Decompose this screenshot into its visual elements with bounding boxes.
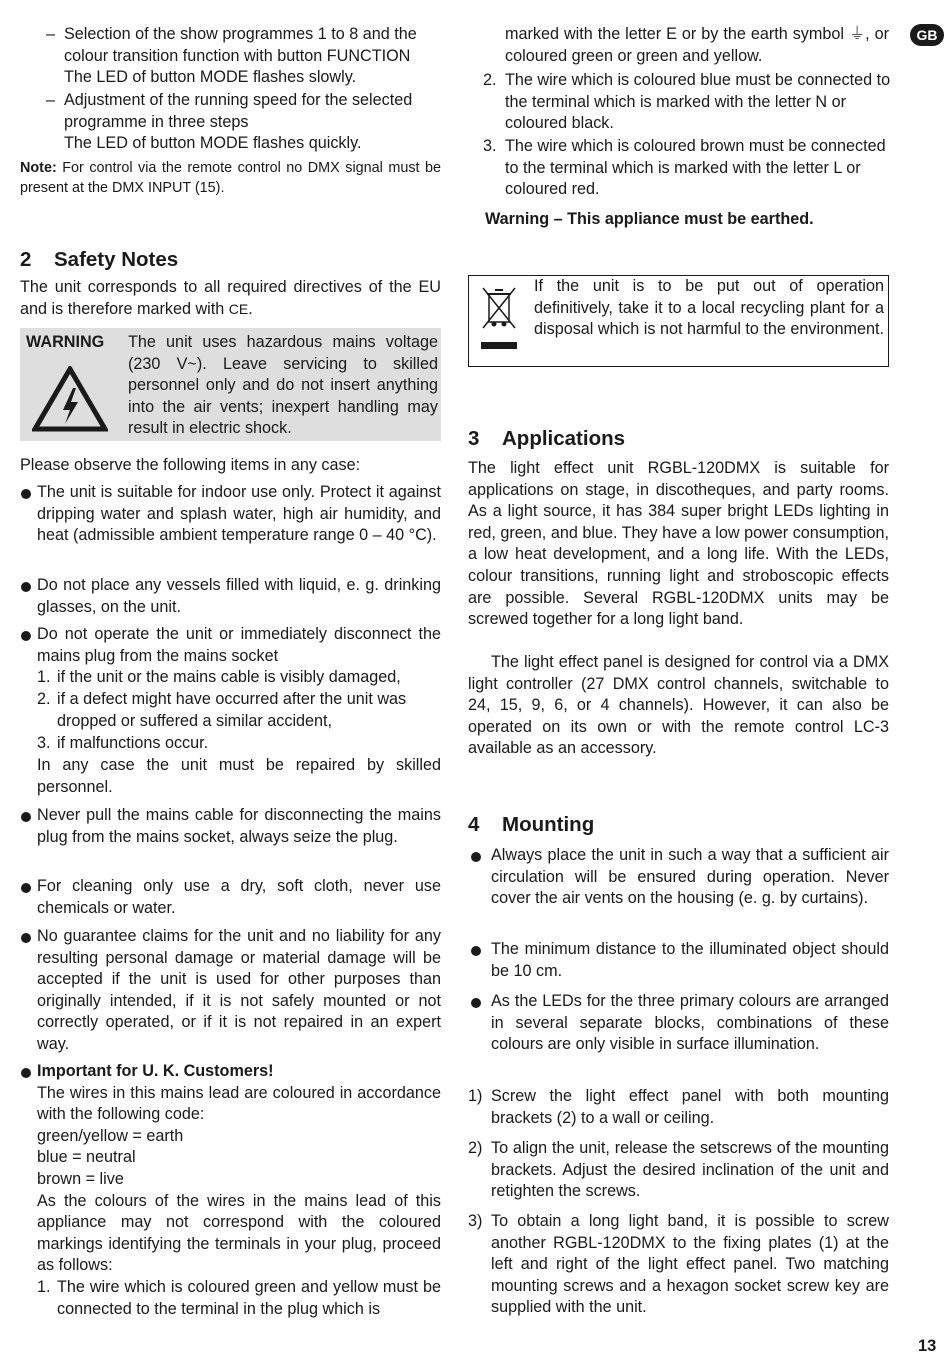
- section-heading-mounting: [468, 812, 594, 838]
- bullet-dot: [21, 582, 31, 592]
- safety-bullet: [20, 624, 441, 667]
- mounting-bullet: [468, 939, 889, 982]
- safety-intro-text: The unit corresponds to all required directives of the EU and is therefore marked with: [20, 278, 441, 318]
- bullet-text: For cleaning only use a dry, soft cloth, never use chemicals or water.: [37, 877, 441, 917]
- safety-bullet: [20, 575, 441, 618]
- safety-bullet: [20, 876, 441, 919]
- bullet-text: The unit is suitable for indoor use only. Protect it against dripping water and splash water, high air humidity, and heat (admissible ambient temperature range 0 – 40 °C).: [37, 483, 441, 545]
- ce-mark: CE: [228, 300, 249, 317]
- step-text: To obtain a long light band, it is possible to screw another RGBL-120DMX to the fixing plates (1) at the left and right of the light effect panel. Two matching mounting screws and a hexagon socket screw key are supplied with the unit.: [491, 1212, 889, 1317]
- section-number: 2: [20, 248, 32, 271]
- bullet-dot: [21, 631, 31, 641]
- recycling-text: If the unit is to be put out of operation definitively, take it to a local recycling plant for a disposal which is not harmful to the environment.: [534, 277, 885, 339]
- warning-box: [20, 328, 441, 441]
- bullet-text: Do not place any vessels filled with liquid, e. g. drinking glasses, on the unit.: [37, 576, 441, 616]
- warning-text: The unit uses hazardous mains voltage (230 V~). Leave servicing to skilled personnel only and do not insert anything into the air vents; inexpert handling may result in electric shock.: [128, 333, 438, 438]
- mounting-step: [468, 1138, 889, 1203]
- safety-bullet: [20, 482, 441, 547]
- page-number: 13: [918, 1337, 937, 1355]
- step-number: 2): [468, 1139, 483, 1157]
- applications-paragraph: The light effect panel is designed for control via a DMX light controller (27 DMX control channels, switchable to 24, 15, 9, 6, or 4 channels). However, it can also be operated on its own or with the remote control LC-3 available as an accessory.: [468, 653, 889, 758]
- wire-code: green/yellow = earth: [37, 1126, 184, 1145]
- dash-marker: –: [46, 25, 56, 43]
- mounting-step: [468, 1086, 889, 1129]
- section-heading-applications: [468, 426, 625, 452]
- sub-item-number: 1.: [37, 668, 51, 686]
- bullet-text: Do not operate the unit or immediately disconnect the mains plug from the mains socket: [37, 625, 441, 665]
- observe-text: Please observe the following items in any case:: [20, 456, 361, 474]
- step-number: 1): [468, 1087, 483, 1105]
- step-text: Screw the light effect panel with both mounting brackets (2) to a wall or ceiling.: [491, 1087, 889, 1127]
- step-number: 3): [468, 1212, 483, 1230]
- sub-item-text: The wire which is coloured green and yellow must be connected to the terminal in the plug which is: [57, 1277, 441, 1318]
- sub-item-text: The wire which is coloured brown must be connected to the terminal which is marked with the letter L or coloured red.: [505, 137, 886, 199]
- mounting-step: [468, 1211, 889, 1319]
- sub-item-number: 2.: [37, 690, 51, 708]
- bullet-dot: [21, 489, 31, 499]
- dash-line: programme in three steps: [64, 112, 249, 131]
- safety-bullet: [20, 926, 441, 1056]
- language-badge: GB: [910, 24, 944, 46]
- bullet-dot: [471, 852, 481, 862]
- section-number: 4: [468, 813, 480, 836]
- sub-item-number: 3.: [37, 734, 51, 752]
- bullet-dot: [21, 1068, 31, 1078]
- note-label: Note:: [20, 160, 57, 176]
- bullet-dot: [21, 933, 31, 943]
- repair-note: In any case the unit must be repaired by skilled personnel.: [37, 756, 441, 796]
- section-title: Safety Notes: [54, 248, 179, 271]
- crossed-bin-icon: [479, 282, 519, 352]
- sub-item-number: 3.: [483, 137, 497, 155]
- section-title: Mounting: [502, 813, 595, 836]
- bullet-dot: [471, 946, 481, 956]
- bullet-text: The minimum distance to the illuminated object should be 10 cm.: [491, 940, 889, 980]
- sub-item: [20, 733, 441, 755]
- earth-wire-continuation: marked with the letter E or by the earth symbol ⏚, or coloured green or green and yellow.: [505, 25, 889, 65]
- dash-marker: –: [46, 91, 56, 109]
- wire-code: brown = live: [37, 1169, 124, 1188]
- note-text: For control via the remote control no DMX signal must be present at the DMX INPUT (15).: [20, 160, 441, 196]
- note: [20, 158, 441, 198]
- sub-item: [20, 667, 441, 689]
- section-heading-safety: [20, 247, 178, 273]
- sub-item-text: The wire which is coloured blue must be connected to the terminal which is marked with the letter N or coloured black.: [505, 71, 891, 133]
- section-number: 3: [468, 427, 480, 450]
- sub-item-number: 1.: [37, 1277, 51, 1296]
- step-text: To align the unit, release the setscrews of the mounting brackets. Adjust the desired inclination of the unit and retighten the screws.: [491, 1139, 889, 1201]
- sub-item: [37, 1277, 441, 1320]
- dash-line: The LED of button MODE flashes quickly.: [64, 134, 362, 153]
- mounting-bullet: [468, 991, 889, 1056]
- bullet-text: As the LEDs for the three primary colours are arranged in several separate blocks, combinations of these colours are only visible in surface illumination.: [491, 992, 889, 1054]
- bullet-dot: [471, 998, 481, 1008]
- uk-title: Important for U. K. Customers!: [37, 1062, 274, 1080]
- dash-item-programmes: [20, 24, 485, 89]
- uk-text: As the colours of the wires in the mains lead of this appliance may not correspond with the coloured markings identifying the terminals in your plug, proceed as follows:: [37, 1191, 441, 1275]
- sub-item-text: if malfunctions occur.: [57, 734, 209, 752]
- dash-line: colour transition function with button FUNCTION: [64, 46, 411, 65]
- bullet-text: No guarantee claims for the unit and no liability for any resulting personal damage or material damage will be accepted if the unit is used for other purposes than originally intended, if it is not safely mounted or not correctly operated, or if it is not repaired in an expert way.: [37, 927, 441, 1053]
- uk-text: The wires in this mains lead are coloured in accordance with the following code:: [37, 1083, 441, 1124]
- warning-label: WARNING: [26, 333, 105, 351]
- bullet-text: Always place the unit in such a way that a sufficient air circulation will be ensured during operation. Never cover the air vents on the housing (e. g. by curtains).: [491, 846, 889, 908]
- sub-item-text: if a defect might have occurred after the unit was dropped or suffered a similar accident,: [57, 690, 407, 730]
- bullet-dot: [21, 883, 31, 893]
- sub-item: [20, 689, 441, 732]
- wire-code: blue = neutral: [37, 1148, 136, 1167]
- dash-line: Adjustment of the running speed for the selected: [64, 91, 413, 109]
- dash-item-speed: [20, 90, 485, 155]
- earth-warning: Warning – This appliance must be earthed.: [485, 210, 814, 228]
- bullet-dot: [21, 812, 31, 822]
- recycling-box: [468, 275, 889, 367]
- sub-item-number: 2.: [483, 71, 497, 89]
- dash-line: The LED of button MODE flashes slowly.: [64, 68, 357, 87]
- mounting-bullet: [468, 845, 889, 910]
- bullet-text: Never pull the mains cable for disconnecting the mains plug from the mains socket, always seize the plug.: [37, 806, 441, 846]
- section-title: Applications: [502, 427, 626, 450]
- sub-item-text: if the unit or the mains cable is visibly damaged,: [57, 668, 401, 686]
- sub-item: [483, 136, 891, 201]
- applications-paragraph: The light effect unit RGBL-120DMX is suitable for applications on stage, in discotheques, and party rooms. As a light source, it has 384 super bright LEDs lighting in red, green, and blue. They have a low power consumption, a low heat development, and a long life. With the LEDs, colour transitions, running light and stroboscopic effects are possible. Several RGBL-120DMX units may be screwed together for a long light band.: [468, 459, 889, 629]
- dash-line: Selection of the show programmes 1 to 8 and the: [64, 25, 417, 43]
- electric-shock-warning-icon: [32, 366, 108, 432]
- uk-customers-block: [20, 1061, 441, 1320]
- safety-intro: The unit corresponds to all required directives of the EU and is therefore marked with CE.: [20, 278, 441, 318]
- safety-bullet: [20, 805, 441, 848]
- sub-item: [483, 70, 891, 135]
